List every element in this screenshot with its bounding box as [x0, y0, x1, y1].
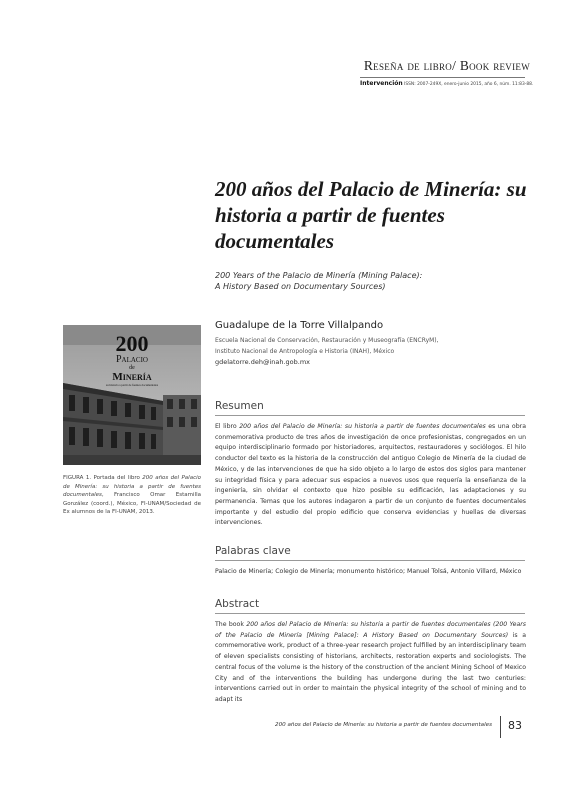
journal-name: Intervención	[360, 80, 403, 87]
abstract-rule	[215, 613, 525, 614]
footer-rule	[500, 716, 501, 738]
author-email[interactable]: gdelatorre.deh@inah.gob.mx	[215, 358, 311, 366]
keywords-text: Palacio de Minería; Colegio de Minería; monumento histórico; Manuel Tolsá, Antonio Villard, México	[215, 568, 522, 575]
cover-subtitle: su historia a partir de fuentes documentales	[106, 383, 158, 387]
abstract-body-text: is a commemorative work, product of a three-year research project fulfilled by an interdisciplinary team of eleven specialists consisting of historians, architects, restoration experts and sociologists. The central focus of the volume is the history of the construction of the ancient Mining School of Mexico City and of the interventions the building has undergone during the last two centuries: interventions carried out in order to maintain the physical integrity of the school of mining and to adapt its	[215, 631, 527, 703]
resumen-lead: El libro	[215, 423, 240, 430]
keywords-rule	[215, 560, 525, 561]
section-heading: Reseña de libro/ Book review	[363, 58, 530, 73]
author-name: Guadalupe de la Torre Villalpando	[215, 320, 384, 331]
abstract-book-title: 200 años del Palacio de Minería: su historia a partir de fuentes documentales (200 Years of the Palacio de Minería [Mining Palace]: A History Based on Documentary Sources)	[215, 621, 527, 639]
cover-number: 200	[115, 331, 149, 356]
resumen-heading: Resumen	[215, 400, 264, 412]
journal-info	[360, 80, 535, 87]
resumen-body-text: es una obra conmemorativa producto de tres años de investigación de once profesionistas, congregados en un equipo interdisciplinario formado por historiadores, arquitectos, restauradores y sociólogos. El hilo conductor del texto es la historia de la construcción del antiguo Colegio de Minería de la ciudad de México, y de las intervenciones de que ha sido objeto a lo largo de estos dos siglos para mantener su integridad física y para adecuar sus espacios a nuevos usos que requería la enseñanza de la ingeniería, sin olvidar el contexto que hizo posible su edificación, las adaptaciones y su permanencia. Temas que los autores indagaron a partir de un conjunto de fuentes documentales importante y del estudio del propio edificio que conserva evidencias y huellas de diversas intervenciones.	[215, 423, 526, 527]
journal-issue: ISSN: 2007-249X, enero-junio 2015, año 6, núm. 11:83-88.	[402, 82, 534, 87]
abstract-heading: Abstract	[215, 598, 260, 610]
cover-title-line2: de	[129, 365, 135, 371]
article-title: 200 años del Palacio de Minería: su historia a partir de fuentes documentales	[215, 177, 527, 253]
affiliation-line2: Instituto Nacional de Antropología e Historia (INAH), México	[215, 348, 395, 355]
cover-title-line3: Minería	[112, 371, 152, 383]
page-number: 83	[508, 719, 522, 732]
english-title-line1: 200 Years of the Palacio de Minería (Mining Palace):	[215, 271, 423, 280]
english-title	[215, 270, 525, 292]
author-affiliation	[215, 335, 515, 357]
english-title-line2: A History Based on Documentary Sources)	[215, 282, 386, 291]
keywords-heading: Palabras clave	[215, 545, 291, 557]
book-cover-image	[63, 325, 201, 465]
abstract-lead: The book	[215, 621, 247, 628]
abstract-text	[215, 620, 526, 706]
resumen-text	[215, 422, 526, 529]
affiliation-line1: Escuela Nacional de Conservación, Restauración y Museografía (ENCRyM),	[215, 337, 439, 344]
running-title: 200 años del Palacio de Minería: su historia a partir de fuentes documentales	[275, 722, 492, 728]
figure-caption	[63, 474, 201, 517]
caption-book-title: 200 años del Palacio de Minería: su historia a partir de fuentes documentales	[63, 475, 201, 499]
caption-label: FIGURA 1. Portada del libro	[63, 475, 143, 481]
resumen-book-title: 200 años del Palacio de Minería: su historia a partir de fuentes documentales	[239, 423, 486, 430]
resumen-rule	[215, 415, 525, 416]
cover-title-line1: Palacio	[115, 354, 148, 365]
caption-rest: , Francisco Omar Estamilla González (coord.), México, FI-UNAM/Sociedad de Ex alumnos de la FI-UNAM, 2013.	[63, 492, 201, 516]
header-rule	[360, 77, 525, 78]
